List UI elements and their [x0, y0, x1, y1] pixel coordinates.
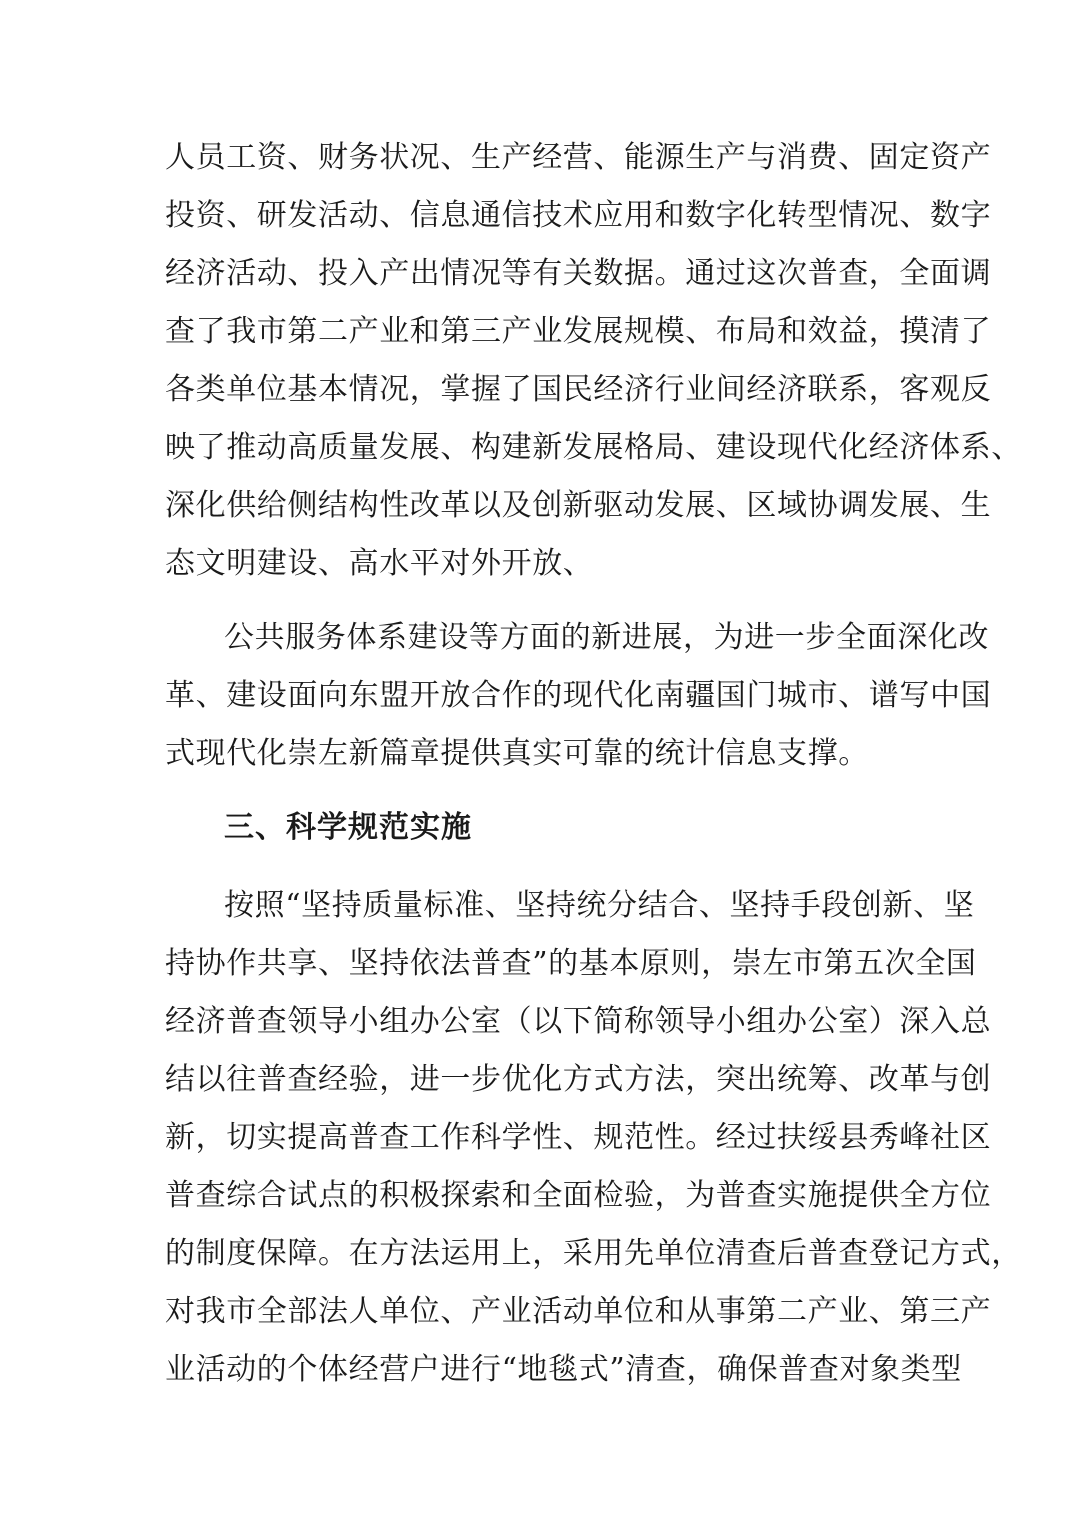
paragraph-line: 对我市全部法人单位、产业活动单位和从事第二产业、第三产	[165, 1294, 992, 1329]
paragraph-line: 经济活动、投入产出情况等有关数据。通过这次普查，全面调	[165, 256, 992, 291]
paragraph-line: 深化供给侧结构性改革以及创新驱动发展、区域协调发展、生	[165, 488, 992, 523]
paragraph-line: 查了我市第二产业和第三产业发展规模、布局和效益，摸清了	[165, 314, 992, 349]
paragraph-line: 革、建设面向东盟开放合作的现代化南疆国门城市、谱写中国	[165, 678, 992, 713]
paragraph-line: 各类单位基本情况，掌握了国民经济行业间经济联系，客观反	[165, 372, 992, 407]
paragraph-line: 新，切实提高普查工作科学性、规范性。经过扶绥县秀峰社区	[165, 1120, 992, 1155]
paragraph-line: 按照“坚持质量标准、坚持统分结合、坚持手段创新、坚	[224, 888, 975, 923]
paragraph-line: 式现代化崇左新篇章提供真实可靠的统计信息支撑。	[165, 736, 869, 771]
paragraph-line: 投资、研发活动、信息通信技术应用和数字化转型情况、数字	[165, 198, 992, 233]
paragraph-line: 的制度保障。在方法运用上，采用先单位清查后普查登记方式，	[165, 1236, 1022, 1271]
paragraph-line: 态文明建设、高水平对外开放、	[165, 546, 594, 581]
section-heading: 三、科学规范实施	[224, 810, 472, 845]
paragraph-line: 公共服务体系建设等方面的新进展，为进一步全面深化改	[224, 620, 989, 655]
paragraph-line: 映了推动高质量发展、构建新发展格局、建设现代化经济体系、	[165, 430, 1022, 465]
paragraph-line: 持协作共享、坚持依法普查”的基本原则，崇左市第五次全国	[165, 946, 977, 981]
paragraph-line: 人员工资、财务状况、生产经营、能源生产与消费、固定资产	[165, 140, 992, 175]
paragraph-line: 业活动的个体经营户进行“地毯式”清查，确保普查对象类型	[165, 1352, 962, 1387]
paragraph-line: 经济普查领导小组办公室（以下简称领导小组办公室）深入总	[165, 1004, 992, 1039]
paragraph-line: 普查综合试点的积极探索和全面检验，为普查实施提供全方位	[165, 1178, 992, 1213]
paragraph-line: 结以往普查经验，进一步优化方式方法，突出统筹、改革与创	[165, 1062, 992, 1097]
